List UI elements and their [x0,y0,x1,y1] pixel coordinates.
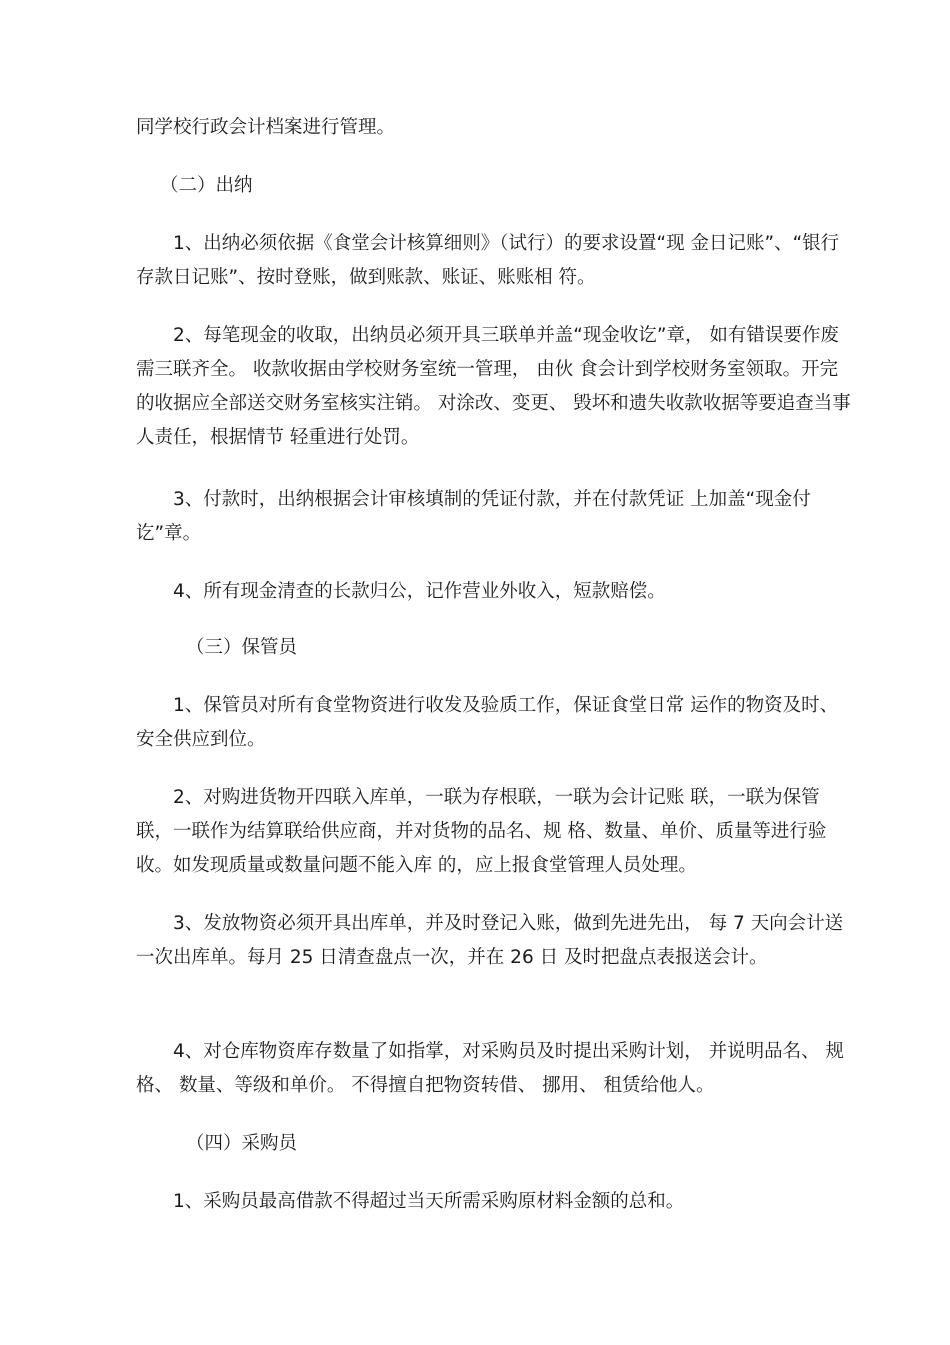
paragraph-cashier-2: 2、每笔现金的收取，出纳员必须开具三联单并盖“现金收讫”章， 如有错误要作废需三联齐全。 收款收据由学校财务室统一管理， 由伙 食会计到学校财务室领取。开完的收据应全部送交财务室核实注销。 对涂改、变更、 毁坏和遗失收款收据等要追查当事人责任，根据情节 轻重进行处罚。 [136,325,851,448]
paragraph-keeper-2: 2、对购进货物开四联入库单，一联为存根联，一联为会计记账 联，一联为保管联，一联作为结算联给供应商，并对货物的品名、规 格、数量、单价、质量等进行验收。如发现质量或数量问题不能入库 的，应上报食堂管理人员处理。 [136,787,827,876]
paragraph-keeper-4: 4、对仓库物资库存数量了如指掌，对采购员及时提出采购计划， 并说明品名、 规格、 数量、等级和单价。 不得擅自把物资转借、 挪用、 租赁给他人。 [136,1041,845,1096]
paragraph-cashier-4: 4、所有现金清查的长款归公，记作营业外收入，短款赔偿。 [173,581,666,602]
paragraph-cashier-3: 3、付款时，出纳根据会计审核填制的凭证付款，并在付款凭证 上加盖“现金付讫”章。 [136,489,811,544]
paragraph-keeper-3: 3、发放物资必须开具出库单，并及时登记入账，做到先进先出， 每 7 天向会计送一次出库单。每月 25 日清查盘点一次，并在 26 日 及时把盘点表报送会计。 [136,913,844,968]
section-heading-keeper: （三）保管员 [186,637,298,658]
paragraph-cashier-1: 1、出纳必须依据《食堂会计核算细则》（试行）的要求设置“现 金日记账”、“银行存款日记账”、按时登账，做到账款、账证、账账相 符。 [136,233,840,288]
section-heading-buyer: （四）采购员 [186,1133,298,1154]
paragraph-archive-management: 同学校行政会计档案进行管理。 [136,117,396,138]
paragraph-keeper-1: 1、保管员对所有食堂物资进行收发及验质工作，保证食堂日常 运作的物资及时、安全供应到位。 [136,695,839,750]
paragraph-buyer-1: 1、采购员最高借款不得超过当天所需采购原材料金额的总和。 [173,1191,685,1212]
section-heading-cashier: （二）出纳 [160,175,253,196]
